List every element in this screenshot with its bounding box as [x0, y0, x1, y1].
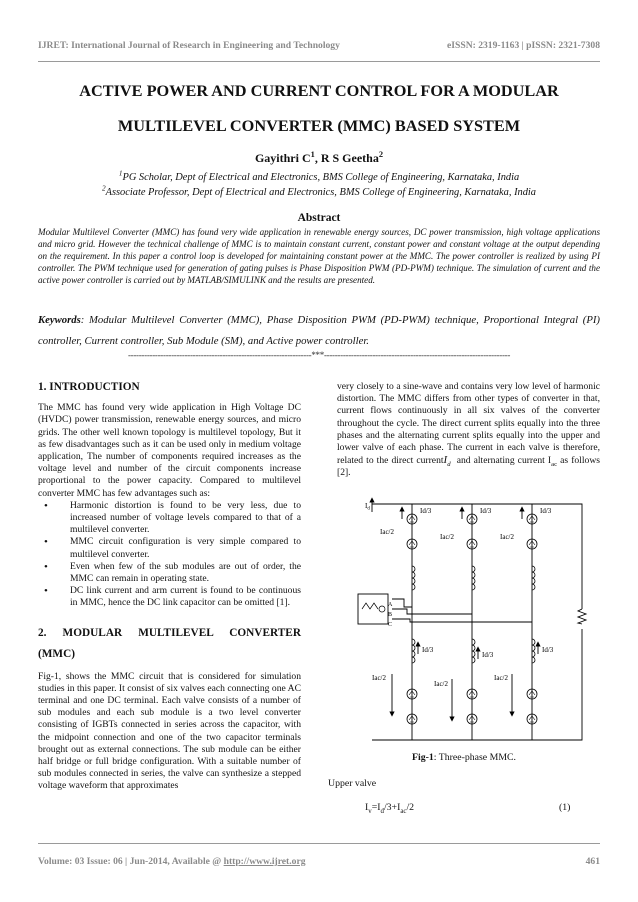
intro-heading: 1. INTRODUCTION	[38, 381, 140, 393]
right-paragraph	[337, 381, 600, 480]
mmc-circuit-figure	[342, 494, 600, 748]
eq-part: ac	[400, 807, 407, 815]
fig-label-iac2: Iac/2	[494, 674, 508, 682]
figure-caption-text: : Three-phase MMC.	[433, 752, 517, 763]
section2-heading: 2. MODULAR MULTILEVEL CONVERTER (MMC)	[38, 626, 301, 660]
arm-inductor-icon	[412, 639, 415, 663]
id-symbol-sub: d	[447, 461, 451, 469]
fig-label-id3: Id/3	[480, 507, 492, 515]
advantages-list	[38, 500, 301, 610]
right-column	[337, 381, 600, 480]
running-footer	[38, 856, 600, 867]
fig-label-id3: Id/3	[540, 507, 552, 515]
paper-title	[38, 78, 600, 139]
fig-label-iac2: Iac/2	[440, 533, 454, 541]
id-symbol: I	[443, 454, 448, 467]
author-2-sup: 2	[378, 150, 384, 159]
footer-rule	[38, 843, 600, 844]
ac-source-icon	[362, 603, 385, 612]
right-paragraph-c: as follows [2].	[337, 455, 600, 479]
arm-inductor-icon	[532, 639, 535, 663]
arm-inductor-icon	[472, 566, 475, 590]
arm-inductor-icon	[472, 639, 475, 663]
fig-label-iac2: Iac/2	[380, 528, 394, 536]
eq-part: v	[368, 807, 372, 815]
list-item: • Even when few of the sub modules are out of order, the MMC can remain in operating state.	[44, 561, 301, 585]
abstract-text: Modular Multilevel Converter (MMC) has found very wide application in renewable energy sources, DC power transmission, high voltage applications and micro grid. However the technical challenge of MMC is to maintain constant current, constant power and constant voltage at the output depending on the requirement. In this paper a control loop is developed for maintaining constant power at the MMC. The power controller is realized by using PI controller. The PWM technique used for generation of gating pulses is Phase Disposition PWM (PD-PWM) technique. The simulation of current and the active power controller is carried out by MATLAB/SIMULINK and the results are presented.	[38, 227, 600, 286]
author-1: Gayithri C	[254, 151, 311, 165]
fig-terminal-b: B	[388, 612, 393, 618]
authors	[38, 151, 600, 166]
eq-part: I	[365, 802, 369, 813]
fig-terminal-a: A	[388, 602, 393, 608]
iac-sub: ac	[551, 461, 558, 469]
affiliation-2-sup: 2	[101, 184, 106, 193]
affiliation-2-text: Associate Professor, Dept of Electrical and Electronics, BMS College of Engineering, Karnataka, India	[105, 187, 536, 198]
page-number: 461	[585, 856, 600, 867]
fig-label-iac2: Iac/2	[372, 674, 386, 682]
fig-terminal-c: C	[388, 622, 393, 628]
journal-name: IJRET: International Journal of Research in Engineering and Technology	[38, 40, 340, 51]
affiliation-1-text: PG Scholar, Dept of Electrical and Electronics, BMS College of Engineering, Karnataka, India	[122, 172, 520, 183]
right-paragraph-a: very closely to a sine-wave and contains very low level of harmonic distortion. The MMC differs from other types of converter in that, current flows continuously in all six valves of the converter throughout the cycle. The direct current splits equally into the three phases and the alternating current splits equally into the upper and lower valve of each phase. The current in each valve is therefore, related to the direct current	[337, 381, 600, 467]
left-column	[38, 381, 301, 793]
footer-volume	[38, 856, 306, 867]
author-1-sup: 1	[310, 150, 315, 159]
eq-part: /2	[406, 802, 415, 813]
keywords-label: Keywords	[38, 314, 81, 326]
list-item: • MMC circuit configuration is very simple compared to multilevel converter.	[44, 536, 301, 560]
eq-part: =I	[371, 802, 381, 813]
author-2: R S Geetha	[320, 151, 379, 165]
keywords-text: : Modular Multilevel Converter (MMC), Phase Disposition PWM (PD-PWM) technique, Proportional Integral (PI) controller, Current controller, Sub Module (SM), and Active power controller.	[38, 314, 600, 347]
figure-caption	[328, 752, 600, 763]
title-line-2: MULTILEVEL CONVERTER (MMC) BASED SYSTEM	[117, 116, 521, 135]
equation-number: (1)	[559, 802, 571, 813]
author-sep: ,	[314, 151, 321, 165]
issn: eISSN: 2319-1163 | pISSN: 2321-7308	[447, 40, 600, 51]
arm-inductor-icon	[532, 566, 535, 590]
abstract-heading: Abstract	[297, 212, 341, 224]
fig-label-iac2: Iac/2	[500, 533, 514, 541]
journal-url-link[interactable]: http://www.ijret.org	[223, 856, 306, 867]
list-item: • DC link current and arm current is found to be continuous in MMC, hence the DC link capacitor can be omitted [1].	[44, 585, 301, 609]
eq-part: /3+I	[383, 802, 401, 813]
intro-paragraph: The MMC has found very wide application in High Voltage DC (HVDC) power transmission, renewable energy sources, and micro grids. The other well known topology is multilevel topology, But it as few disadvantages such as it can be used only in medium voltage application, The number of components required increases as the voltage level and number of the circuit components increase proportional to the power capacity. Compared to multilevel converter MMC has few advantages such as:	[38, 402, 301, 499]
equation-1	[365, 802, 414, 813]
list-item: • Harmonic distortion is found to be very less, due to increased number of voltage levels compared to that of a multilevel converter.	[44, 500, 301, 537]
running-header	[38, 40, 600, 51]
header-rule	[38, 61, 600, 62]
right-paragraph-b: and alternating current I	[456, 455, 552, 467]
section2-paragraph: Fig-1, shows the MMC circuit that is considered for simulation studies in this paper. It consist of six valves each connecting one AC terminal and one DC terminal. Each valve consists of a number of sub modules and each sub module is a two level converter consisting of IGBTs connected in series across the capacitor, with the midpoint connection and one of the two capacitor terminals brought out as external connections. The sub module can be either half bridge or full bridge configuration. With a suitable number of sub modules connected in series, the valve can synthesize a stepped voltage waveform that approximates	[38, 670, 301, 792]
fig-label-id3: Id/3	[420, 507, 432, 515]
fig-label-id3: Id/3	[542, 646, 554, 654]
fig-label-iac2: Iac/2	[434, 680, 448, 688]
affiliation-2	[38, 184, 600, 198]
fig-label-id: $I_d$	[365, 502, 370, 512]
keywords	[38, 310, 600, 352]
section-separator: --------------------------------------------------------------------***---------------------------------------------------------------------	[127, 350, 511, 360]
footer-prefix: Volume: 03 Issue: 06 | Jun-2014, Available @	[38, 856, 224, 867]
eq-part: d	[380, 807, 384, 815]
fig-label-id3: Id/3	[482, 651, 494, 659]
figure-caption-label: Fig-1	[411, 752, 434, 763]
affiliation-1-sup: 1	[118, 169, 123, 178]
arm-inductor-icon	[412, 566, 415, 590]
title-line-1: ACTIVE POWER AND CURRENT CONTROL FOR A MODULAR	[79, 81, 559, 100]
upper-valve-label: Upper valve	[328, 778, 377, 789]
affiliation-1	[38, 169, 600, 183]
fig-label-id3: Id/3	[422, 646, 434, 654]
